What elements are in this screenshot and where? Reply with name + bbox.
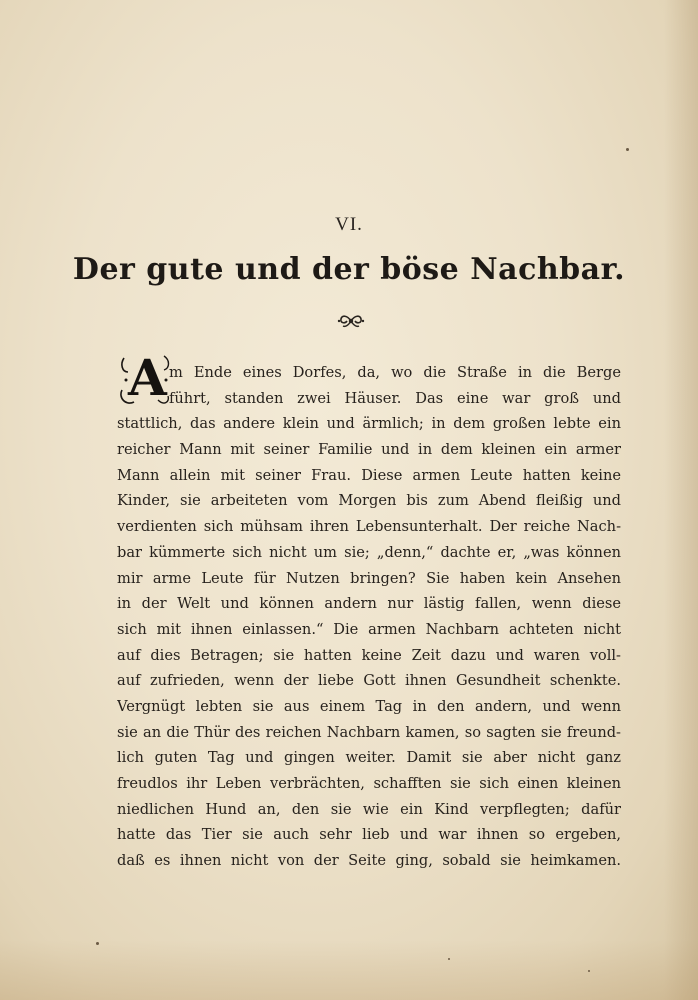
text-line: auf zufrieden, wenn der liebe Gott ihnen Gesundheit schenkte. xyxy=(117,672,621,690)
chapter-number: VI. xyxy=(335,214,363,235)
text-line: sie an die Thür des reichen Nachbarn kamen, so sagten sie freund- xyxy=(117,723,621,741)
page-bottom-shadow xyxy=(0,940,698,1000)
text-line: reicher Mann mit seiner Familie und in dem kleinen ein armer xyxy=(117,441,621,459)
text-line: lich guten Tag und gingen weiter. Damit sie aber nicht ganz xyxy=(117,749,621,767)
paper-speck xyxy=(626,148,629,151)
text-line: Mann allein mit seiner Frau. Diese armen Leute hatten keine xyxy=(117,466,621,484)
text-line: führt, standen zwei Häuser. Das eine war groß und xyxy=(169,389,621,407)
chapter-title: Der gute und der böse Nachbar. xyxy=(72,252,626,287)
text-line: auf dies Betragen; sie hatten keine Zeit dazu und waren voll- xyxy=(117,646,621,664)
text-line: m Ende eines Dorfes, da, wo die Straße in die Berge xyxy=(169,364,621,381)
text-line: stattlich, das andere klein und ärmlich; in dem großen lebte ein xyxy=(117,415,621,433)
text-line: freudlos ihr Leben verbrächten, schafften sie sich einen kleinen xyxy=(117,775,621,792)
text-line: sich mit ihnen einlassen.“ Die armen Nachbarn achteten nicht xyxy=(117,620,621,638)
text-line: verdienten sich mühsam ihren Lebensunterhalt. Der reiche Nach- xyxy=(117,518,621,536)
paper-speck xyxy=(96,942,99,945)
text-line: hatte das Tier sie auch sehr lieb und war ihnen so ergeben, xyxy=(117,826,621,844)
text-line: niedlichen Hund an, den sie wie ein Kind verpflegten; dafür xyxy=(117,800,621,818)
body-text xyxy=(117,360,621,874)
text-line: mir arme Leute für Nutzen bringen? Sie haben kein Ansehen xyxy=(117,569,621,587)
paper-speck xyxy=(448,958,450,960)
floral-ornament-icon xyxy=(337,312,365,330)
text-line: in der Welt und können andern nur lästig fallen, wenn diese xyxy=(117,595,621,613)
text-line: bar kümmerte sich nicht um sie; „denn,“ dachte er, „was können xyxy=(117,543,621,561)
text-line: daß es ihnen nicht von der Seite ging, sobald sie heimkamen. xyxy=(117,852,621,870)
text-line: Kinder, sie arbeiteten vom Morgen bis zum Abend fleißig und xyxy=(117,492,621,510)
drop-cap-letter: A xyxy=(128,348,167,407)
paper-speck xyxy=(588,970,590,972)
text-line: Vergnügt lebten sie aus einem Tag in den andern, und wenn xyxy=(117,697,621,715)
page-edge-shadow xyxy=(664,0,698,1000)
